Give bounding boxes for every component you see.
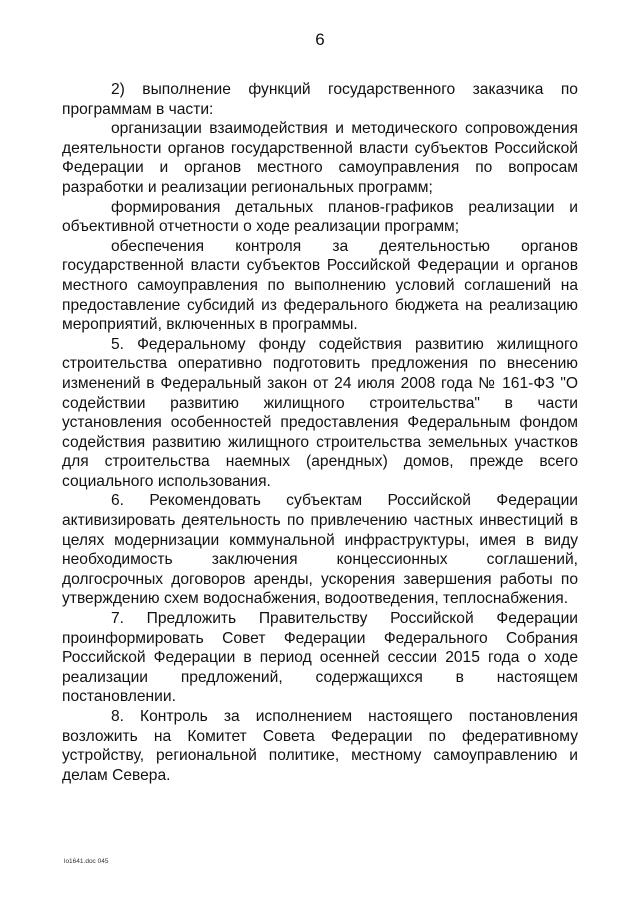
paragraph-7-propose-government: 7. Предложить Правительству Российской Федерации проинформировать Совет Федерации Федерального Собрания Российской Федерации в период осенней сессии 2015 года о ходе реализации предложений, содержащихся в настоящем постановлении. xyxy=(62,610,578,706)
document-body xyxy=(62,80,578,785)
paragraph-organization-interaction: организации взаимодействия и методического сопровождения деятельности органов государственной власти субъектов Российской Федерации и органов местного самоуправления по вопросам разработки и реализации региональных программ; xyxy=(62,120,578,196)
paragraph-control-ensuring: обеспечения контроля за деятельностью органов государственной власти субъектов Российской Федерации и органов местного самоуправления по выполнению условий соглашений на предоставление субсидий из федерального бюджета на реализацию мероприятий, включенных в программы. xyxy=(62,237,578,334)
footer-file-code: lo1641.doc 045 xyxy=(64,858,109,865)
paragraph-2-customer-functions: 2) выполнение функций государственного заказчика по программам в части: xyxy=(62,81,578,118)
page-number: 6 xyxy=(315,30,325,49)
paragraph-6-recommend-subjects: 6. Рекомендовать субъектам Российской Федерации активизировать деятельность по привлечению частных инвестиций в целях модернизации коммунальной инфраструктуры, имея в виду необходимость заключения концессионных соглашений, долгосрочных договоров аренды, ускорения завершения работы по утверждению схем водоснабжения, водоотведения, теплоснабжения. xyxy=(62,492,578,608)
paragraph-schedule-plans: формирования детальных планов-графиков реализации и объективной отчетности о ходе реализации программ; xyxy=(62,198,578,236)
paragraph-8-control: 8. Контроль за исполнением настоящего постановления возложить на Комитет Совета Федерации по федеративному устройству, региональной политике, местному самоуправлению и делам Севера. xyxy=(62,708,578,784)
paragraph-5-housing-fund: 5. Федеральному фонду содействия развитию жилищного строительства оперативно подготовить предложения по внесению изменений в Федеральный закон от 24 июля 2008 года № 161-ФЗ "О содействии развитию жилищного строительства" в части установления особенностей предоставления Федеральным фондом содействия развитию жилищного строительства земельных участков для строительства наемных (арендных) домов, прежде всего социального использования. xyxy=(62,335,578,490)
